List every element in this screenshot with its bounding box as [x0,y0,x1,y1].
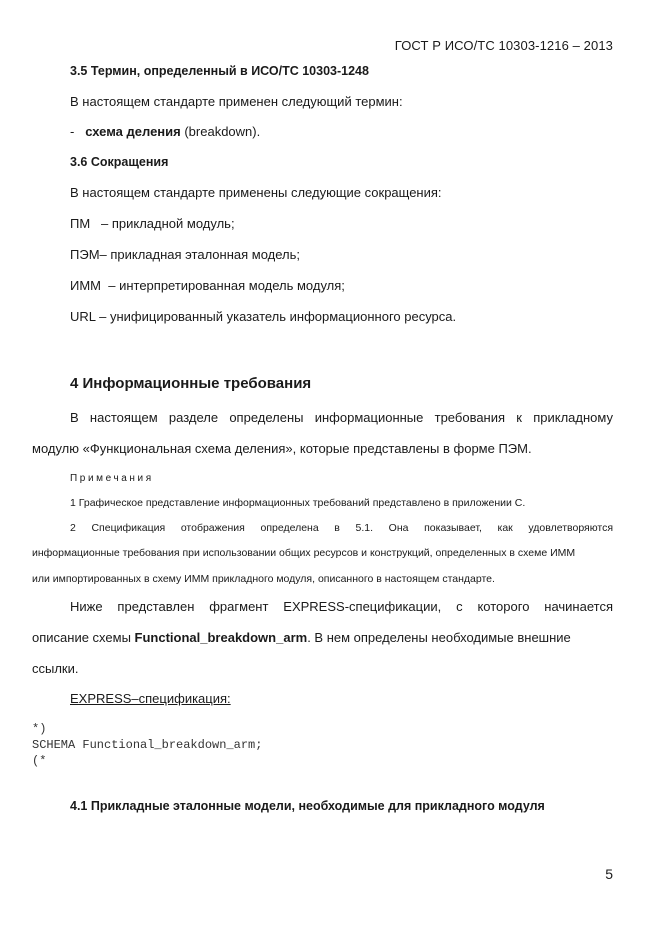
note-1: 1 Графическое представление информационных требований представлено в приложении С. [70,497,526,509]
section-4-para2-line2 [32,630,613,645]
section-4-para1-line1: В настоящем разделе определены информационные требования к прикладному [70,410,613,425]
code-line-1: *) [32,722,47,736]
abbrev-item-pm: ПМ – прикладной модуль; [70,216,235,231]
section-4-title: 4 Информационные требования [70,375,312,392]
section-3-6-intro: В настоящем стандарте применены следующие сокращения: [70,185,442,200]
express-spec-label: EXPRESS–спецификация: [70,691,231,706]
section-4-para2-line1: Ниже представлен фрагмент EXPRESS-спецификации, с которого начинается [70,599,613,614]
abbrev-item-url: URL – унифицированный указатель информационного ресурса. [70,309,457,324]
term-rest: (breakdown). [180,124,261,139]
code-line-3: (* [32,754,47,768]
note-2-line2: информационные требования при использовании общих ресурсов и конструкций, определенных в схеме ИММ [32,547,576,559]
notes-label: Примечания [70,473,154,484]
section-4-para1-line2: модулю «Функциональная схема деления», которые представлены в форме ПЭМ. [32,441,532,456]
note-2-line3: или импортированных в схему ИММ прикладного модуля, описанного в настоящем стандарте. [32,573,495,585]
section-4-para2-line3: ссылки. [32,661,79,676]
abbrev-item-pem: ПЭМ– прикладная эталонная модель; [70,247,301,262]
document-header: ГОСТ Р ИСО/ТС 10303-1216 – 2013 [394,38,613,53]
term-dash: - [70,124,75,139]
term-item [70,124,260,139]
para2-line2-part-a: описание схемы Functional_breakdown_arm. В нем определены необходимые внешние [32,630,571,645]
section-3-5-title: 3.5 Термин, определенный в ИСО/ТС 10303-1248 [70,64,369,78]
page-number: 5 [605,866,613,882]
note-2-line1: 2 Спецификация отображения определена в 5.1. Она показывает, как удовлетворяются [70,522,613,534]
abbrev-item-imm: ИММ – интерпретированная модель модуля; [70,278,345,293]
section-3-6-title: 3.6 Сокращения [70,155,169,169]
schema-name-bold: Functional_breakdown_arm [134,630,308,645]
section-4-1-title: 4.1 Прикладные эталонные модели, необходимые для прикладного модуля [70,799,545,813]
code-line-2: SCHEMA Functional_breakdown_arm; [32,738,263,752]
term-bold: схема деления [85,124,181,139]
section-3-5-intro: В настоящем стандарте применен следующий термин: [70,94,403,109]
